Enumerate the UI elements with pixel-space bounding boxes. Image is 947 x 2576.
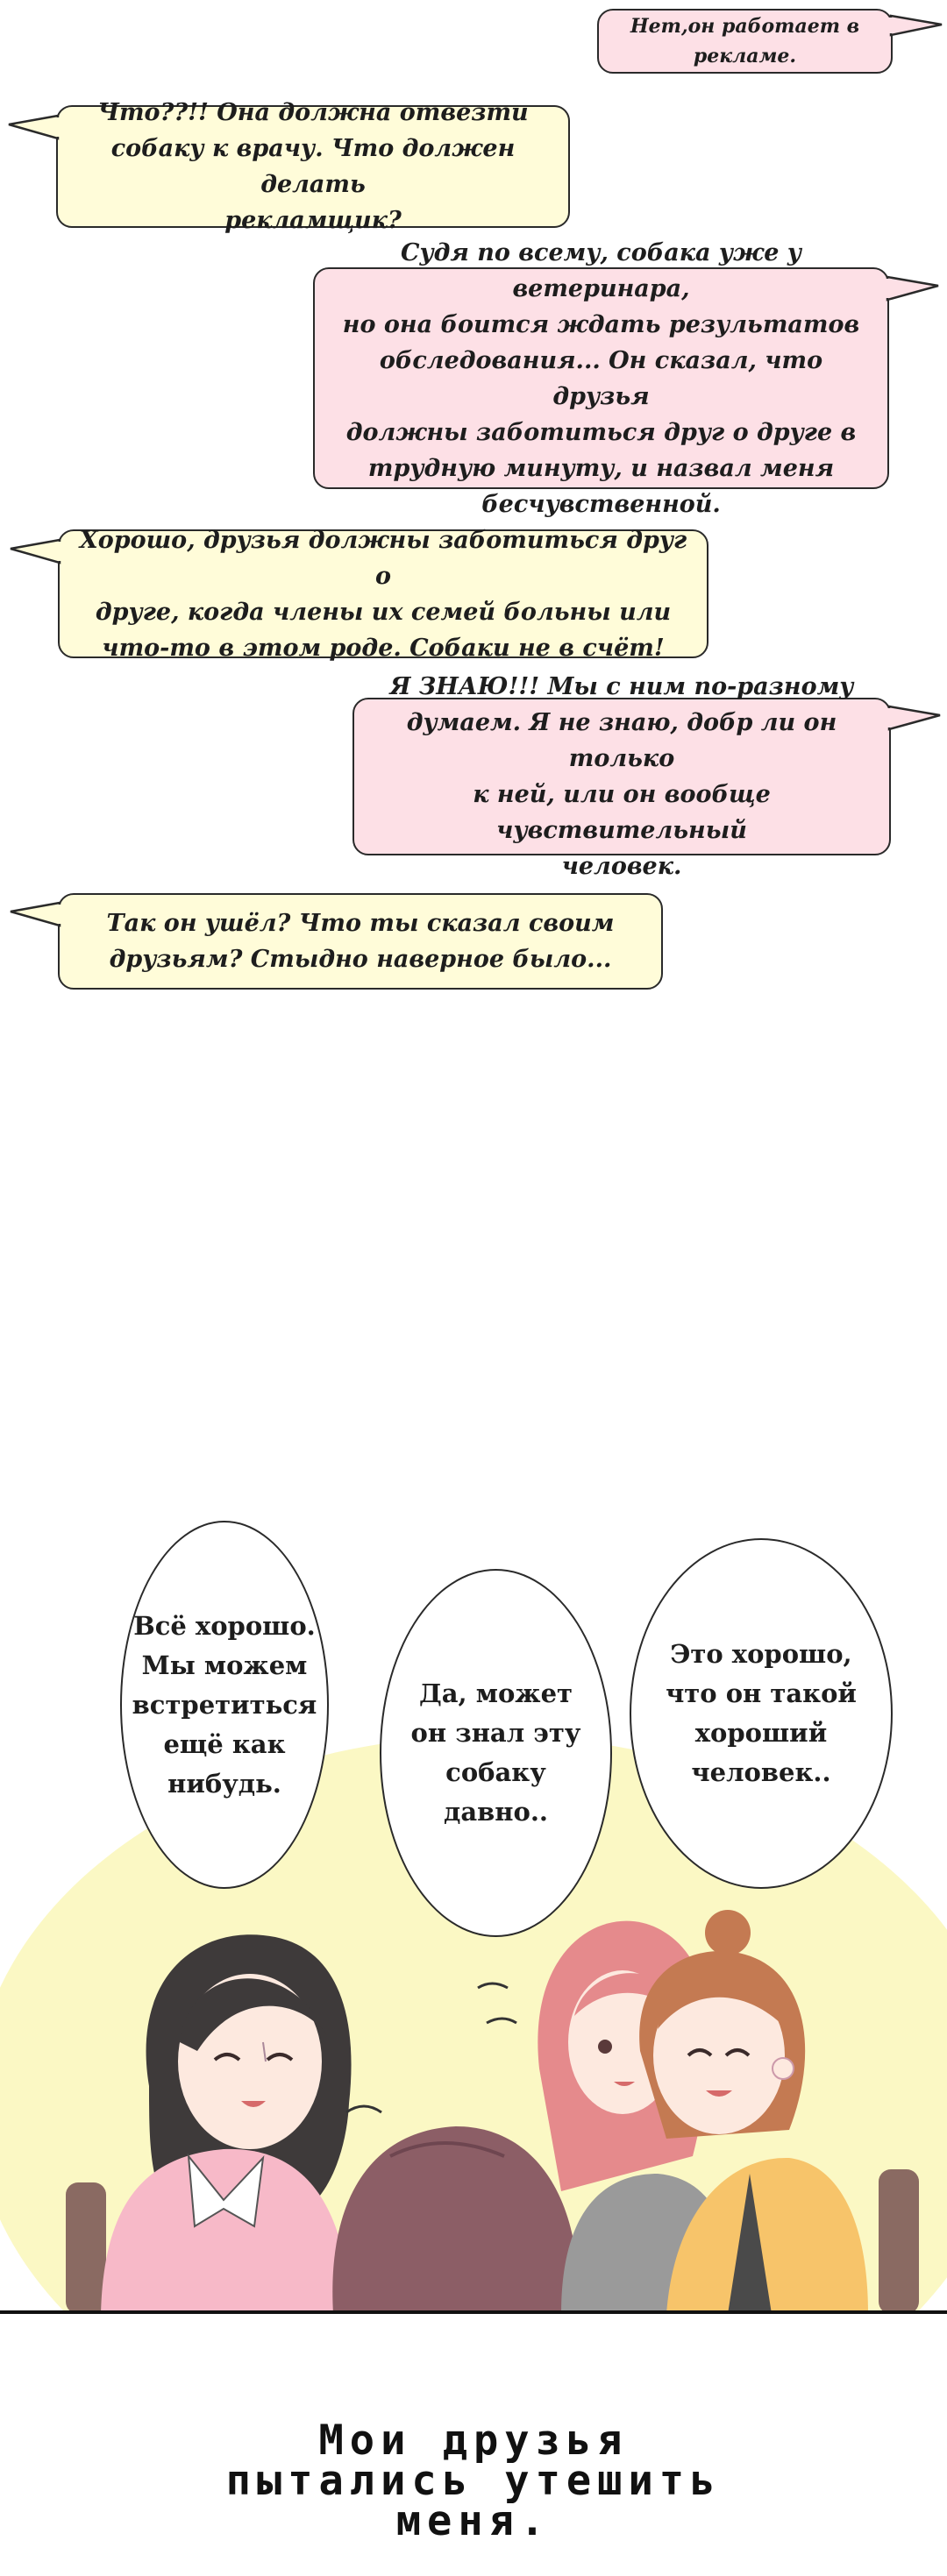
chat-bubble-1: Нет,он работает в рекламе. [597, 9, 893, 74]
bubble-tail [889, 703, 942, 738]
chat-bubble-4: Хорошо, друзья должны заботиться друг о друге, когда члены их семей больны или что-то в этом роде. Собаки не в счёт! [58, 529, 708, 658]
chair-left [66, 2182, 106, 2314]
speech-bubble-right: Это хорошо, что он такой хороший человек.. [630, 1538, 893, 1889]
bubble-tail [9, 899, 61, 934]
bubble-tail [887, 273, 940, 309]
chat-bubble-3: Судя по всему, собака уже у ветеринара, но она боится ждать результатов обследования... Он сказал, что друзья должны заботиться друг о друге в трудную минуту, и назвал меня бесчувственной. [313, 267, 889, 489]
narration-caption: Мои друзья пытались утешить меня. [225, 2416, 722, 2545]
chat-bubble-6: Так он ушёл? Что ты сказал своим друзьям? Стыдно наверное было... [58, 893, 663, 990]
chat-bubble-5: Я ЗНАЮ!!! Мы с ним по-разному думаем. Я не знаю, добр ли он только к ней, или он вообще чувствительный человек. [352, 698, 891, 855]
speech-bubble-left: Всё хорошо. Мы можем встретиться ещё как нибудь. [120, 1521, 329, 1889]
bubble-tail [7, 112, 60, 147]
bubble-tail [9, 536, 61, 571]
chair-right [879, 2169, 919, 2314]
chat-bubble-2: Что??!! Она должна отвезти собаку к врачу. Что должен делать рекламщик? [56, 105, 570, 228]
bubble-tail [891, 14, 943, 40]
speech-bubble-middle: Да, может он знал эту собаку давно.. [380, 1569, 612, 1937]
